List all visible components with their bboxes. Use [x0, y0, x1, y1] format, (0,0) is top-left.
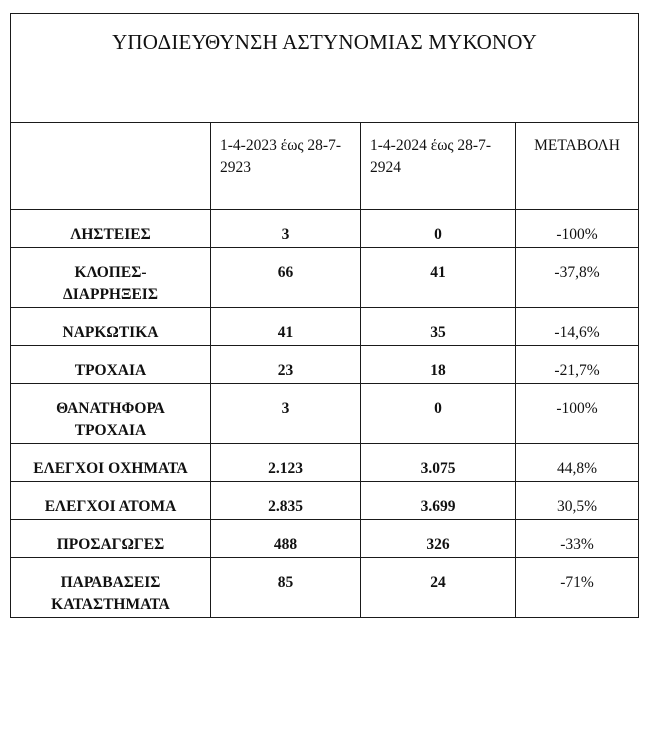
- change-value: -14,6%: [516, 308, 639, 346]
- title-row: [11, 14, 639, 123]
- value-2024: 18: [361, 346, 516, 384]
- value-2024: 0: [361, 384, 516, 444]
- row-label: ΠΑΡΑΒΑΣΕΙΣ ΚΑΤΑΣΤΗΜΑΤΑ: [11, 558, 211, 618]
- value-2023: 2.123: [211, 444, 361, 482]
- header-row: [11, 123, 639, 210]
- header-period-2024: 1-4-2024 έως 28-7-2924: [361, 123, 516, 210]
- change-value: 44,8%: [516, 444, 639, 482]
- row-label: ΛΗΣΤΕΙΕΣ: [11, 210, 211, 248]
- change-value: -100%: [516, 384, 639, 444]
- header-change: ΜΕΤΑΒΟΛΗ: [516, 123, 639, 210]
- value-2024: 24: [361, 558, 516, 618]
- value-2024: 3.075: [361, 444, 516, 482]
- value-2023: 488: [211, 520, 361, 558]
- value-2023: 41: [211, 308, 361, 346]
- value-2024: 0: [361, 210, 516, 248]
- value-2023: 3: [211, 384, 361, 444]
- table-row: [11, 308, 639, 346]
- change-value: -71%: [516, 558, 639, 618]
- row-label: ΝΑΡΚΩΤΙΚΑ: [11, 308, 211, 346]
- table-row: [11, 384, 639, 444]
- table-row: [11, 346, 639, 384]
- change-value: -33%: [516, 520, 639, 558]
- value-2023: 85: [211, 558, 361, 618]
- row-label: ΕΛΕΓΧΟΙ ΟΧΗΜΑΤΑ: [11, 444, 211, 482]
- table-row: [11, 482, 639, 520]
- row-label: ΤΡΟΧΑΙΑ: [11, 346, 211, 384]
- table-row: [11, 248, 639, 308]
- header-empty-cell: [11, 123, 211, 210]
- change-value: -37,8%: [516, 248, 639, 308]
- value-2024: 326: [361, 520, 516, 558]
- change-value: -100%: [516, 210, 639, 248]
- table-row: [11, 444, 639, 482]
- row-label: ΕΛΕΓΧΟΙ ΑΤΟΜΑ: [11, 482, 211, 520]
- value-2024: 3.699: [361, 482, 516, 520]
- header-period-2023: 1-4-2023 έως 28-7-2923: [211, 123, 361, 210]
- value-2023: 23: [211, 346, 361, 384]
- row-label: ΘΑΝΑΤΗΦΟΡΑ ΤΡΟΧΑΙΑ: [11, 384, 211, 444]
- statistics-table: [10, 13, 639, 618]
- row-label: ΚΛΟΠΕΣ-ΔΙΑΡΡΗΞΕΙΣ: [11, 248, 211, 308]
- value-2023: 2.835: [211, 482, 361, 520]
- value-2024: 41: [361, 248, 516, 308]
- value-2023: 3: [211, 210, 361, 248]
- change-value: 30,5%: [516, 482, 639, 520]
- value-2024: 35: [361, 308, 516, 346]
- row-label: ΠΡΟΣΑΓΩΓΕΣ: [11, 520, 211, 558]
- value-2023: 66: [211, 248, 361, 308]
- change-value: -21,7%: [516, 346, 639, 384]
- table-row: [11, 558, 639, 618]
- table-title: ΥΠΟΔΙΕΥΘΥΝΣΗ ΑΣΤΥΝΟΜΙΑΣ ΜΥΚΟΝΟΥ: [11, 14, 639, 123]
- table-row: [11, 520, 639, 558]
- table-row: [11, 210, 639, 248]
